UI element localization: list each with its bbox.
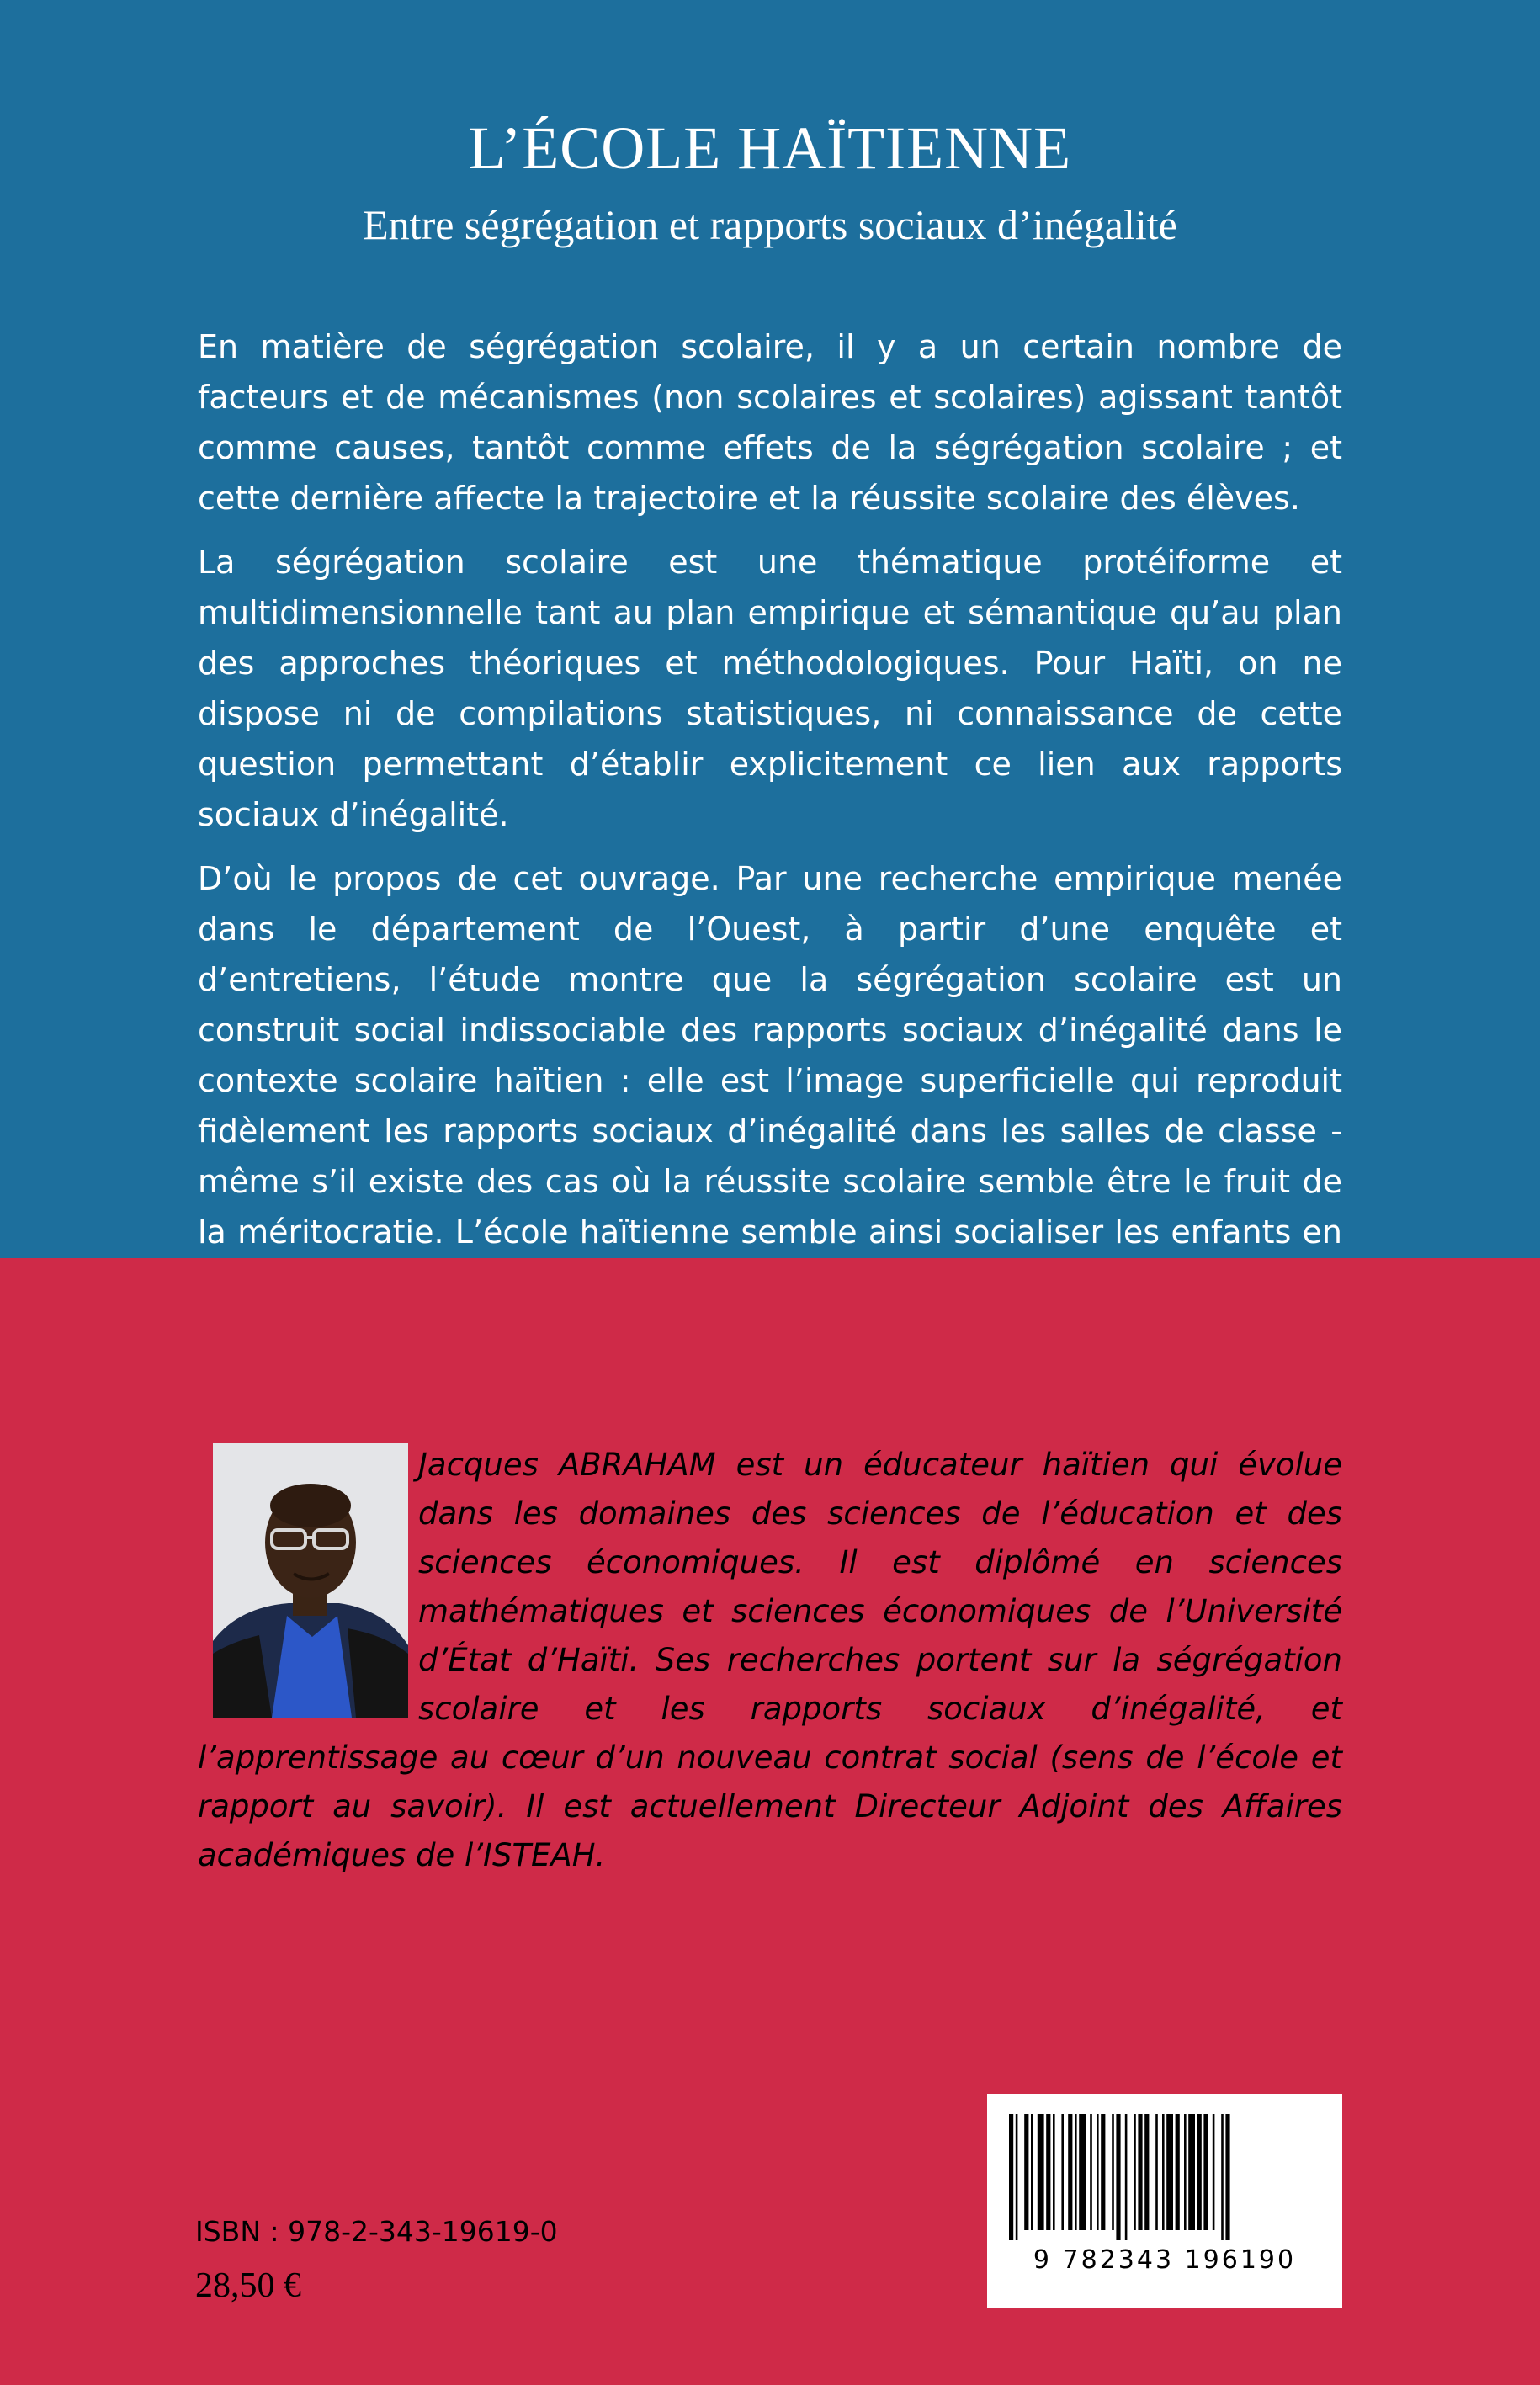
barcode-bar [1101,2114,1105,2230]
barcode-bar [1184,2114,1187,2230]
barcode-bar [1075,2114,1077,2230]
book-subtitle: Entre ségrégation et rapports sociaux d’inégalité [363,201,1177,248]
barcode-bar [1016,2114,1018,2240]
price: 28,50 € [195,2266,301,2305]
barcode-bar [1225,2114,1229,2240]
barcode-bar [1155,2114,1158,2230]
barcode-bar [1138,2114,1142,2230]
blurb [198,321,1342,1372]
barcode-bar [1116,2114,1120,2240]
barcode-bar [1221,2114,1224,2240]
photo-spacer [198,1441,418,1718]
barcode-bar [1046,2114,1050,2230]
barcode-bar [1031,2114,1033,2230]
barcode-bar [1203,2114,1208,2230]
barcode-bar [1061,2114,1064,2230]
barcode-bar [1097,2114,1099,2230]
barcode-bar [1125,2114,1128,2240]
barcode-bar [1038,2114,1044,2230]
barcode-digits: 9 782343 196190 [1033,2245,1297,2275]
barcode-bar [1134,2114,1136,2230]
barcode-bar [1009,2114,1013,2240]
barcode-bar [1188,2114,1195,2230]
author-bio [198,1441,1342,1880]
barcode-bar [1144,2114,1149,2230]
barcode-bar [1090,2114,1092,2230]
blurb-paragraph: En matière de ségrégation scolaire, il y a un certain nombre de facteurs et de mécanismes (non scolaires et scolaires) agissant tantôt comme causes, tantôt comme effets de la ségrégation scolaire ; et cette dernière affecte la trajectoire et la réussite scolaire des élèves. [198,328,1342,517]
barcode-bar [1112,2114,1114,2230]
barcode [987,2094,1342,2308]
barcode-bar [1197,2114,1202,2230]
barcode-bar [1213,2114,1215,2230]
barcode-bar [1176,2114,1180,2230]
blurb-paragraph: D’où le propos de cet ouvrage. Par une recherche empirique menée dans le département de l’Ouest, à partir d’une enquête et d’entretiens, l’étude montre que la ségrégation scolaire est un construit social indissociable des rapports sociaux d’inégalité dans le contexte scolaire haïtien : elle est l’image superficielle qui reproduit fidèlement les rapports sociaux d’inégalité dans les salles de classe -même s’il existe des cas où la réussite scolaire semble être le fruit de la méritocratie. L’école haïtienne semble ainsi socialiser les enfants en [198,860,1342,1251]
author-bio-text: Jacques ABRAHAM est un éducateur haïtien qui évolue dans les domaines des sciences de l’éducation et des sciences économiques. Il est diplômé en sciences mathématiques et sciences économiques de l’Université d’État d’Haïti. Ses recherches portent sur la ségrégation scolaire et les rapports sociaux d’inégalité, et l’apprentissage au cœur d’un nouveau contrat social (sens de l’école et rapport au savoir). Il est actuellement Directeur Adjoint des Affaires académiques de l’ISTEAH. [198,1447,1342,1873]
barcode-bar [1166,2114,1173,2230]
isbn: ISBN : 978-2-343-19619-0 [195,2215,558,2248]
barcode-bars [1004,2114,1325,2240]
barcode-bar [1053,2114,1055,2230]
barcode-bar [1068,2114,1072,2230]
blurb-paragraph: La ségrégation scolaire est une thématique protéiforme et multidimensionnelle tant au plan empirique et sémantique qu’au plan des approches théoriques et méthodologiques. Pour Haïti, on ne dispose ni de compilations statistiques, ni connaissance de cette question permettant d’établir explicitement ce lien aux rapports sociaux d’inégalité. [198,544,1342,833]
barcode-bar [1024,2114,1028,2230]
book-title: L’ÉCOLE HAÏTIENNE [468,114,1072,182]
barcode-bar [1079,2114,1086,2230]
barcode-bar [1162,2114,1165,2230]
